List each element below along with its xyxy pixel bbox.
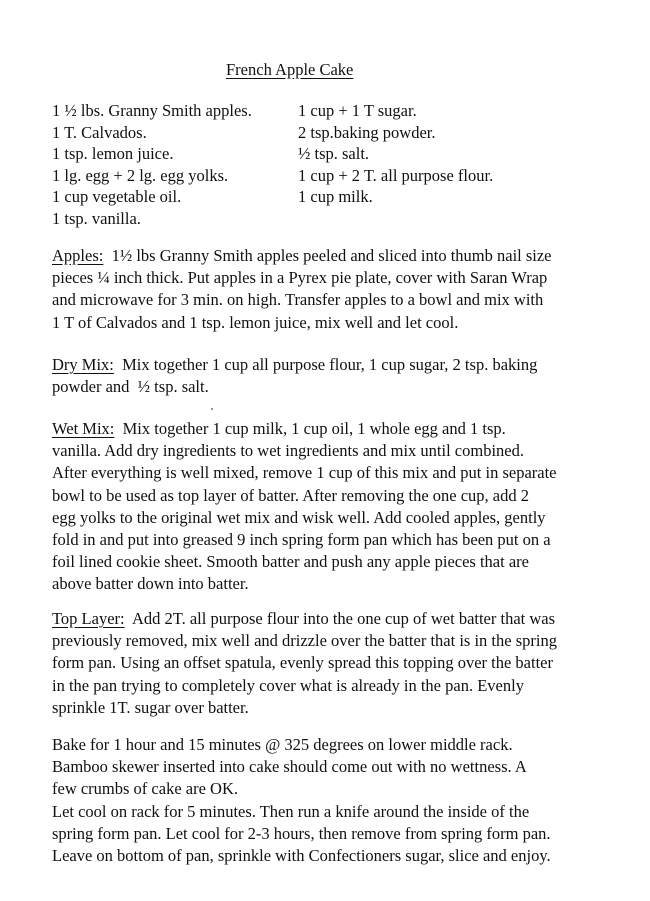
paragraph-line: previously removed, mix well and drizzle over the batter that is in the spring: [52, 631, 557, 651]
apples-section: [52, 245, 642, 334]
paragraph-line: 1 T of Calvados and 1 tsp. lemon juice, mix well and let cool.: [52, 312, 459, 332]
paragraph-line: Mix together 1 cup all purpose flour, 1 cup sugar, 2 tsp. baking: [113, 355, 538, 374]
ingredient-item: 1 T. Calvados.: [52, 122, 147, 142]
ingredient-item: 1 cup + 2 T. all purpose flour.: [298, 165, 494, 185]
paragraph-line: sprinkle 1T. sugar over batter.: [52, 697, 249, 717]
paragraph-line: Mix together 1 cup milk, 1 cup oil, 1 whole egg and 1 tsp.: [114, 419, 506, 438]
paragraph-line: Add 2T. all purpose flour into the one cup of wet batter that was: [124, 609, 556, 628]
wet-mix-heading: Wet Mix:: [52, 419, 115, 438]
ingredient-item: 1 tsp. vanilla.: [52, 208, 141, 228]
ingredient-item: 1 ½ lbs. Granny Smith apples.: [52, 101, 252, 120]
paragraph-line: few crumbs of cake are OK.: [52, 779, 238, 799]
ingredients-right-column: [298, 100, 493, 208]
paragraph-line: foil lined cookie sheet. Smooth batter and push any apple pieces that are: [52, 552, 529, 572]
ingredient-item: 1 cup milk.: [298, 187, 373, 207]
paragraph-line: form pan. Using an offset spatula, evenly spread this topping over the batter: [52, 653, 553, 673]
scan-speck: [211, 408, 213, 410]
paragraph-line: Bamboo skewer inserted into cake should come out with no wettness. A: [52, 757, 527, 777]
recipe-title: French Apple Cake: [226, 60, 354, 79]
dry-mix-heading: Dry Mix:: [52, 355, 114, 374]
dry-mix-section: [52, 354, 642, 398]
ingredient-item: 1 tsp. lemon juice.: [52, 144, 174, 164]
apples-heading: Apples:: [52, 246, 104, 265]
paragraph-line: and microwave for 3 min. on high. Transfer apples to a bowl and mix with: [52, 290, 544, 310]
baking-section: [52, 734, 642, 867]
paragraph-line: bowl to be used as top layer of batter. After removing the one cup, add 2: [52, 485, 529, 505]
ingredient-item: 2 tsp.baking powder.: [298, 122, 436, 142]
ingredient-item: 1 cup + 1 T sugar.: [298, 101, 417, 120]
paragraph-line: in the pan trying to completely cover what is already in the pan. Evenly: [52, 675, 524, 695]
paragraph-line: Let cool on rack for 5 minutes. Then run a knife around the inside of the: [52, 801, 530, 821]
paragraph-line: vanilla. Add dry ingredients to wet ingredients and mix until combined.: [52, 441, 524, 461]
paragraph-line: above batter down into batter.: [52, 574, 249, 594]
paragraph-line: After everything is well mixed, remove 1 cup of this mix and put in separate: [52, 463, 557, 483]
paragraph-line: pieces ¼ inch thick. Put apples in a Pyrex pie plate, cover with Saran Wrap: [52, 268, 548, 288]
ingredient-item: 1 lg. egg + 2 lg. egg yolks.: [52, 165, 229, 185]
paragraph-line: 1½ lbs Granny Smith apples peeled and sliced into thumb nail size: [103, 246, 552, 265]
paragraph-line: fold in and put into greased 9 inch spring form pan which has been put on a: [52, 529, 551, 549]
paragraph-line: Bake for 1 hour and 15 minutes @ 325 degrees on lower middle rack.: [52, 735, 513, 754]
ingredient-item: ½ tsp. salt.: [298, 144, 370, 164]
ingredient-item: 1 cup vegetable oil.: [52, 187, 182, 207]
paragraph-line: egg yolks to the original wet mix and wisk well. Add cooled apples, gently: [52, 507, 546, 527]
wet-mix-section: [52, 418, 642, 596]
paragraph-line: Leave on bottom of pan, sprinkle with Confectioners sugar, slice and enjoy.: [52, 845, 551, 865]
paragraph-line: powder and ½ tsp. salt.: [52, 377, 209, 397]
top-layer-section: [52, 608, 642, 719]
paragraph-line: spring form pan. Let cool for 2-3 hours, then remove from spring form pan.: [52, 823, 551, 843]
ingredients-left-column: [52, 100, 252, 230]
top-layer-heading: Top Layer:: [52, 609, 125, 628]
